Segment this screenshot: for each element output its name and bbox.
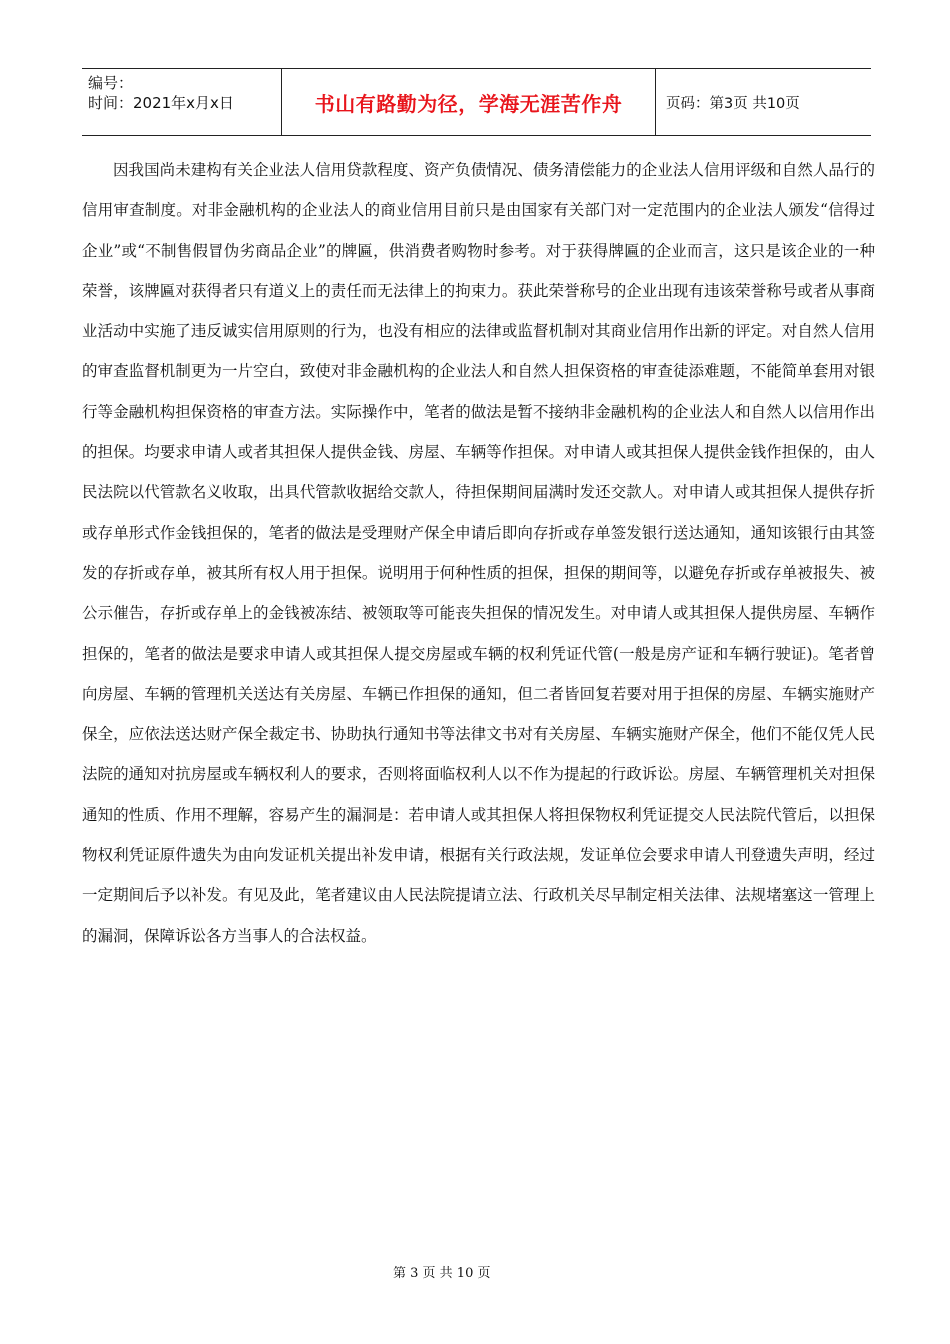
- header-meta-cell: [82, 69, 282, 135]
- page-header: [82, 68, 871, 136]
- document-date-label: 时间：2021年x月x日: [88, 94, 234, 112]
- page-footer: [0, 1262, 950, 1281]
- header-page-cell: [656, 69, 871, 135]
- header-motto: 书山有路勤为径，学海无涯苦作舟: [314, 91, 623, 116]
- body-paragraph: 因我国尚未建构有关企业法人信用贷款程度、资产负债情况、债务清偿能力的企业法人信用评级和自然人品行的信用审查制度。对非金融机构的企业法人的商业信用目前只是由国家有关部门对一定范围内的企业法人颁发“信得过企业”或“不制售假冒伪劣商品企业”的牌匾，供消费者购物时参考。对于获得牌匾的企业而言，这只是该企业的一种荣誉，该牌匾对获得者只有道义上的责任而无法律上的拘束力。获此荣誉称号的企业出现有违该荣誉称号或者从事商业活动中实施了违反诚实信用原则的行为，也没有相应的法律或监督机制对其商业信用作出新的评定。对自然人信用的审查监督机制更为一片空白，致使对非金融机构的企业法人和自然人担保资格的审查徒添难题，不能简单套用对银行等金融机构担保资格的审查方法。实际操作中，笔者的做法是暂不接纳非金融机构的企业法人和自然人以信用作出的担保。均要求申请人或者其担保人提供金钱、房屋、车辆等作担保。对申请人或其担保人提供金钱作担保的，由人民法院以代管款名义收取，出具代管款收据给交款人，待担保期间届满时发还交款人。对申请人或其担保人提供存折或存单形式作金钱担保的，笔者的做法是受理财产保全申请后即向存折或存单签发银行送达通知，通知该银行由其签发的存折或存单，被其所有权人用于担保。说明用于何种性质的担保，担保的期间等，以避免存折或存单被报失、被公示催告，存折或存单上的金钱被冻结、被领取等可能丧失担保的情况发生。对申请人或其担保人提供房屋、车辆作担保的，笔者的做法是要求申请人或其担保人提交房屋或车辆的权利凭证代管(一般是房产证和车辆行驶证)。笔者曾向房屋、车辆的管理机关送达有关房屋、车辆已作担保的通知，但二者皆回复若要对用于担保的房屋、车辆实施财产保全，应依法送达财产保全裁定书、协助执行通知书等法律文书对有关房屋、车辆实施财产保全，他们不能仅凭人民法院的通知对抗房屋或车辆权利人的要求，否则将面临权利人以不作为提起的行政诉讼。房屋、车辆管理机关对担保通知的性质、作用不理解，容易产生的漏洞是：若申请人或其担保人将担保物权利凭证提交人民法院代管后，以担保物权利凭证原件遗失为由向发证机关提出补发申请，根据有关行政法规，发证单位会要求申请人刊登遗失声明，经过一定期间后予以补发。有见及此，笔者建议由人民法院提请立法、行政机关尽早制定相关法律、法规堵塞这一管理上的漏洞，保障诉讼各方当事人的合法权益。: [82, 161, 875, 945]
- footer-page-number: 第 3 页 共 10 页: [393, 1266, 491, 1281]
- document-number-label: 编号：: [88, 74, 134, 92]
- header-motto-cell: [282, 69, 656, 135]
- header-page-info: 页码：第3页 共10页: [666, 95, 800, 112]
